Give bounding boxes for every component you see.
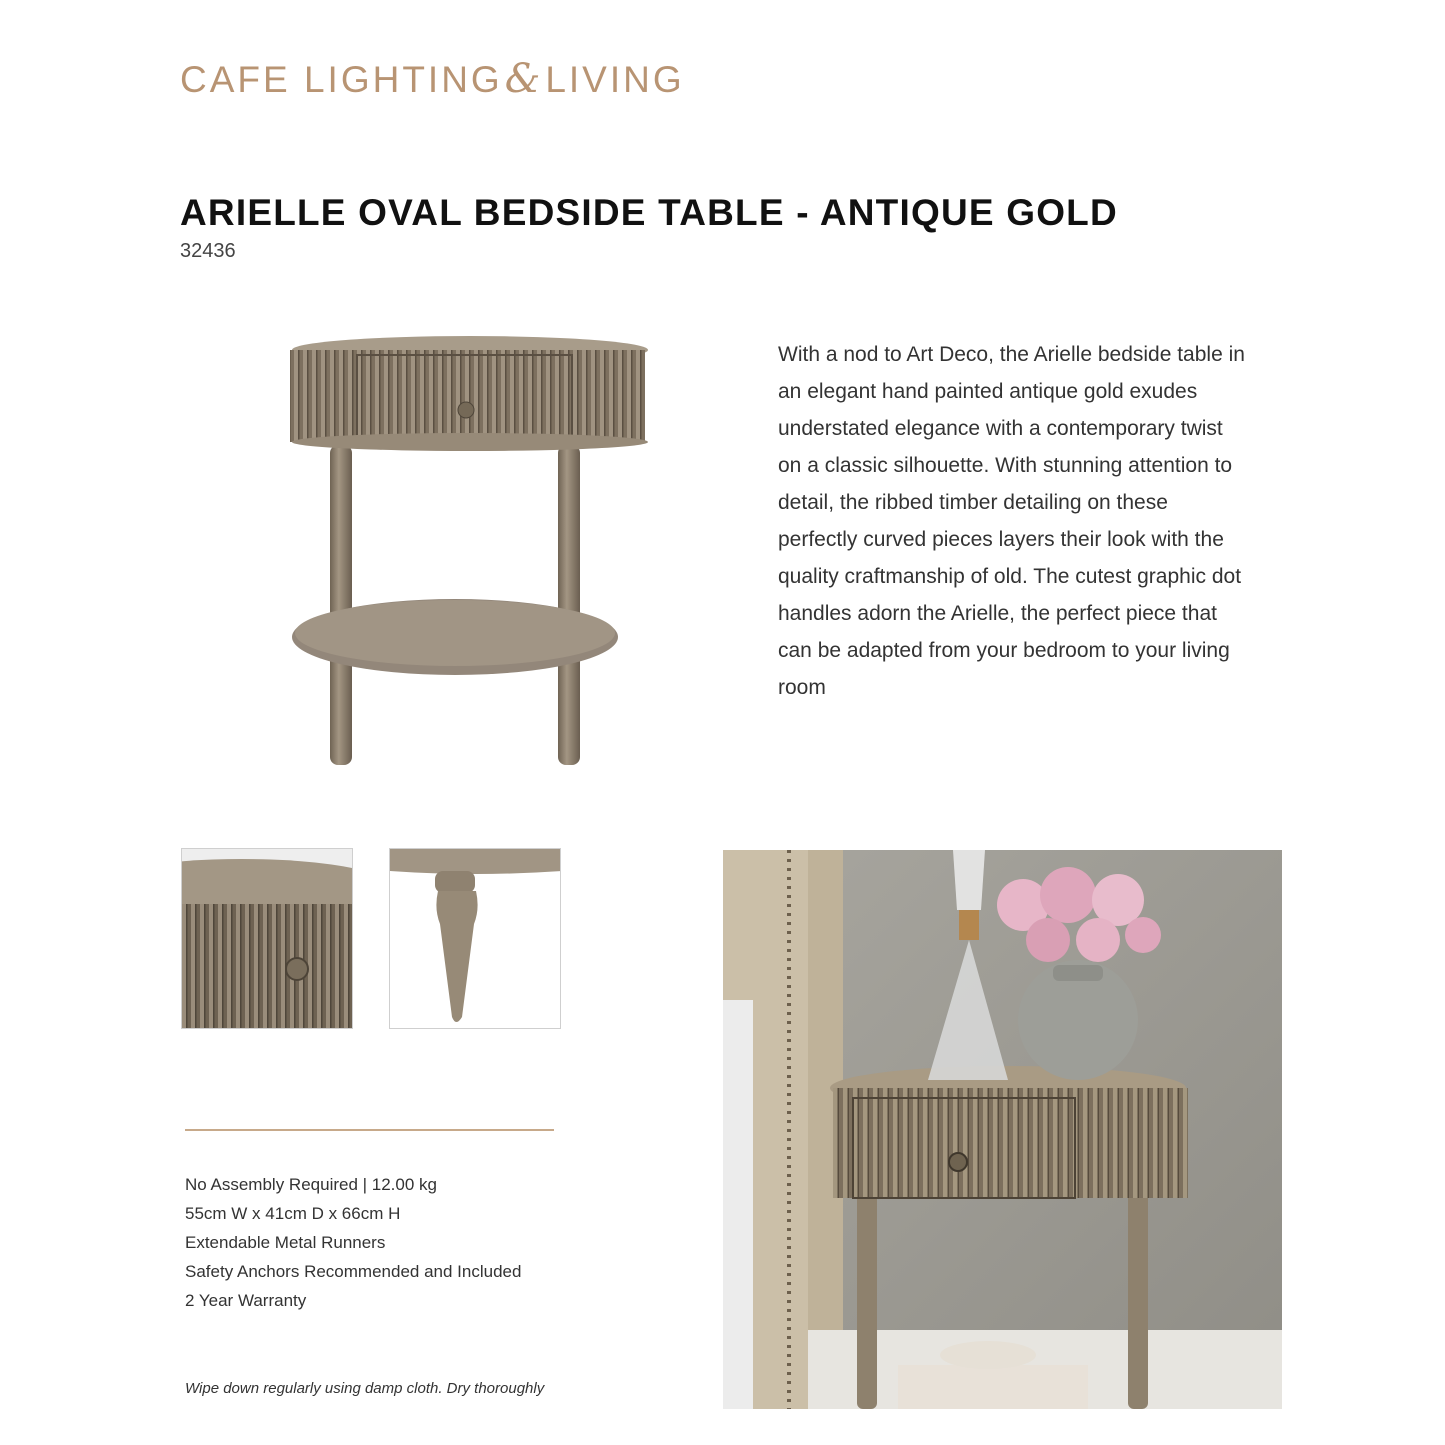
lifestyle-photo bbox=[723, 850, 1282, 1409]
spec-list bbox=[185, 1170, 521, 1315]
product-title: ARIELLE OVAL BEDSIDE TABLE - ANTIQUE GOLD bbox=[180, 192, 1118, 233]
drawer-detail-image bbox=[182, 849, 353, 1029]
brand-name-left: CAFE LIGHTING bbox=[180, 59, 503, 100]
spec-item: No Assembly Required | 12.00 kg bbox=[185, 1175, 437, 1194]
care-instructions: Wipe down regularly using damp cloth. Dry thoroughly bbox=[185, 1380, 545, 1397]
brand-logo bbox=[180, 56, 685, 102]
brand-name-right: LIVING bbox=[545, 59, 685, 100]
product-code: 32436 bbox=[180, 240, 236, 262]
product-main-image bbox=[285, 325, 655, 775]
spec-item: 2 Year Warranty bbox=[185, 1291, 307, 1310]
spec-divider bbox=[185, 1129, 554, 1131]
leg-detail-image bbox=[390, 849, 561, 1029]
spec-item: Safety Anchors Recommended and Included bbox=[185, 1262, 522, 1281]
product-description: With a nod to Art Deco, the Arielle bedside table in an elegant hand painted antique gold exudes understated elegance with a contemporary twist on a classic silhouette. With stunning attention to detail, the ribbed timber detailing on these perfectly curved pieces layers their look with the quality craftmanship of old. The cutest graphic dot handles adorn the Arielle, the perfect piece that can be adapted from your bedroom to your living room bbox=[778, 343, 1245, 699]
brand-ampersand: & bbox=[504, 56, 544, 102]
spec-item: Extendable Metal Runners bbox=[185, 1233, 386, 1252]
thumbnail-leg-detail[interactable] bbox=[389, 848, 561, 1029]
spec-item: 55cm W x 41cm D x 66cm H bbox=[185, 1204, 401, 1223]
thumbnail-drawer-detail[interactable] bbox=[181, 848, 353, 1029]
